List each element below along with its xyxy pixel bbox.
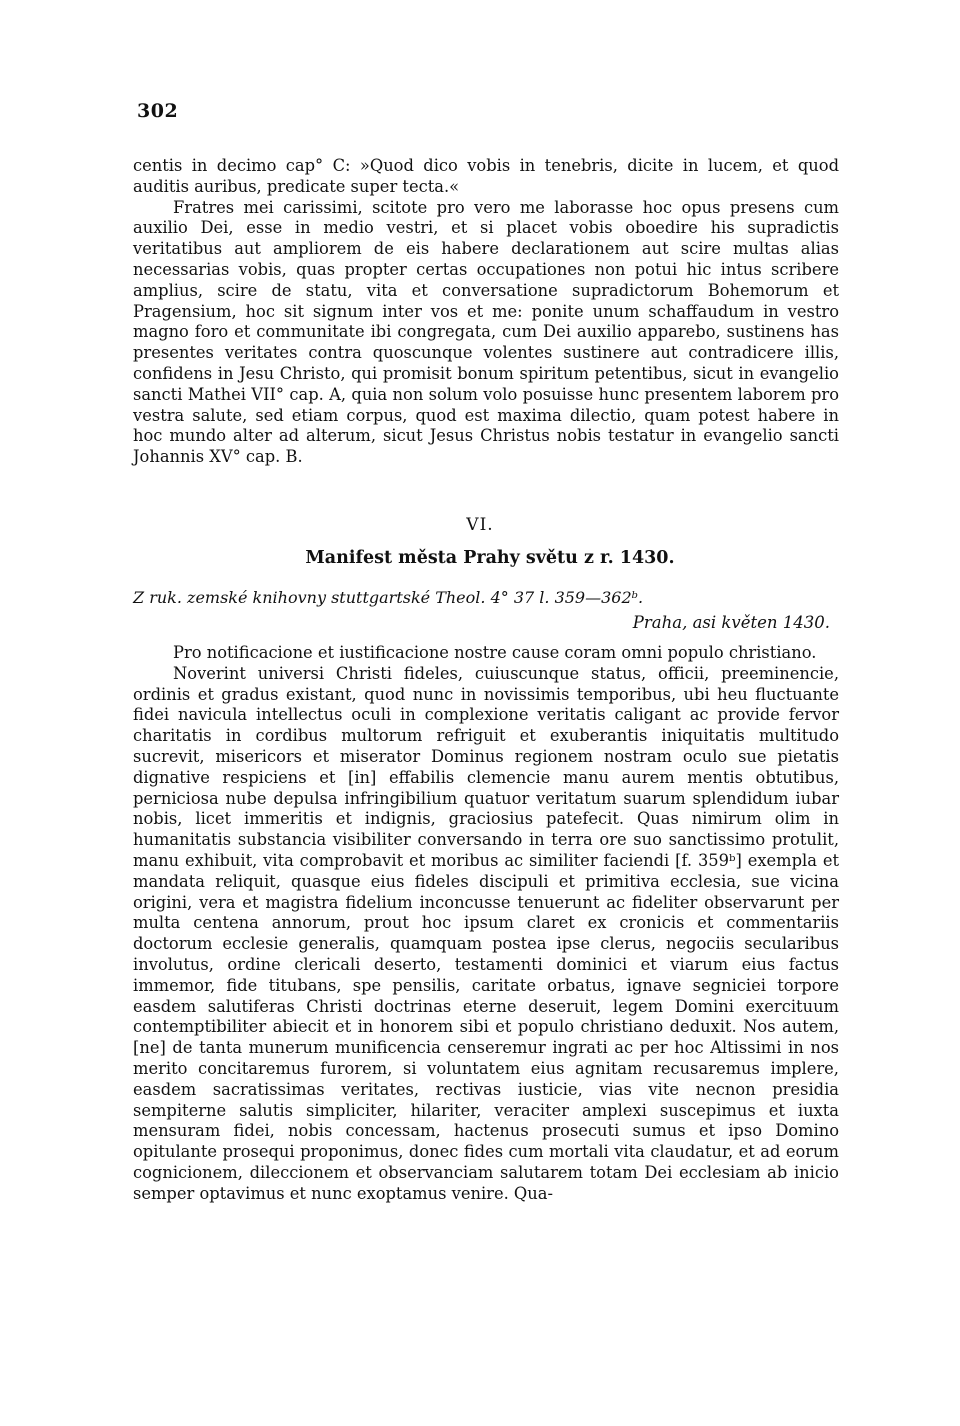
section-title: Manifest města Prahy světu z r. 1430. [305, 548, 675, 568]
paragraph: Noverint universi Christi fideles, cuiuscunque status, officii, preeminencie, ordinis et gradus existant, quod nunc in novissimis temporibus, ubi heu fluctuante fidei navicula intellectus oculi in complexione veritatis caligant ac provide fervor charitatis in cordibus multorum refriguit et exuberantis iniquitatis multitudo sucrevit, misericors et miserator Dominus regionem nostram oculo sue pietatis dignative respiciens et [in] effabilis clemencie manu aurem mentis obtutibus, perniciosa nube depulsa infringibilium quatuor veritatum suarum splendidum iubar nobis, licet immeritis et indignis, graciosius patefecit. Quas nimirum olim in humanitatis substancia visibiliter conversando in terra ore suo sanctissimo protulit, manu exhibuit, vita comprobavit et moribus ac similiter faciendi [f. 359ᵇ] exempla et mandata reliquit, quasque eius fideles discipuli et primitiva ecclesia, sue vicina origini, vera et magistra fidelium inconcusse tenuerunt ac fideliter observarunt per multa centena annorum, prout hoc ipsum claret ex cronicis et commentariis doctorum ecclesie generalis, quamquam postea ipse clerus, negociis secularibus involutus, ordine clericali deserto, testamenti dominici et viarum eius factus immemor, fide titubans, spe pensilis, caritate orbatus, ignave segniciei torpore easdem salutiferas Christi doctrinas eterne deseruit, legem Domini exercituum contemptibiliter abiecit et in honorem sibi et populo christiano deduxit. Nos autem, [ne] de tanta munerum munificencia censeremur ingrati ac per hoc Altissimi in nos merito concitaremus furorem, si voluntatem eius agnitam recusaremus implere, easdem sacratissimas veritates, rectivas iusticie, vias vite necnon presidia sempiterne salutis simpliciter, hilariter, veraciter amplexi suscepimus et iuxta mensuram fidei, nobis concessam, hactenus prosecuti sumus et ipso Domino opitulante prosequi proponimus, donec fides cum mortali vita claudatur, et ad eorum cognicionem, dileccionem et observanciam salutarem totam Dei ecclesiam ab inicio semper optavimus et nunc exoptamus venire. Qua- [133, 663, 839, 1203]
paragraph: Fratres mei carissimi, scitote pro vero me laborasse hoc opus presens cum auxilio Dei, esse in medio vestri, et si placet vobis oboedire his supradictis veritatibus aut ampliorem de eis habere declarationem aut scire multas alias necessarias vobis, quas propter certas occupationes non potui hic intus scribere amplius, scire de statu, vita et conversatione supradictorum Bohemorum et Pragensium, hoc sit signum inter vos et me: ponite unum schaffaudum in vestro magno foro et communitate ibi congregata, cum Dei auxilio apparebo, sustinens has presentes veritates contra quoscunque volentes sustinere aut contradicere illis, confidens in Jesu Christo, qui promisit bonum spiritum petentibus, sicut in evangelio sancti Mathei VII° cap. A, quia non solum volo posuisse hunc presentem laborem pro vestra salute, sed etiam corpus, quod est maxima dilectio, quam potest habere in hoc mundo alter ad alterum, sicut Jesus Christus nobis testatur in evangelio sancti Johannis XV° cap. B. [133, 197, 839, 467]
page-number: 302 [137, 100, 179, 122]
body-text-block [133, 643, 839, 1205]
source-citation: Z ruk. zemské knihovny stuttgartské Theol. 4° 37 l. 359—362ᵇ. [133, 588, 644, 607]
section-number: VI. [466, 515, 494, 535]
top-text-block [133, 156, 839, 468]
paragraph: Pro notificacione et iustificacione nostre cause coram omni populo christiano. [173, 643, 817, 662]
paragraph: centis in decimo cap° C: »Quod dico vobis in tenebris, dicite in lucem, et quod auditis auribus, predicate super tecta.« [133, 156, 839, 196]
place-date: Praha, asi květen 1430. [632, 613, 830, 632]
